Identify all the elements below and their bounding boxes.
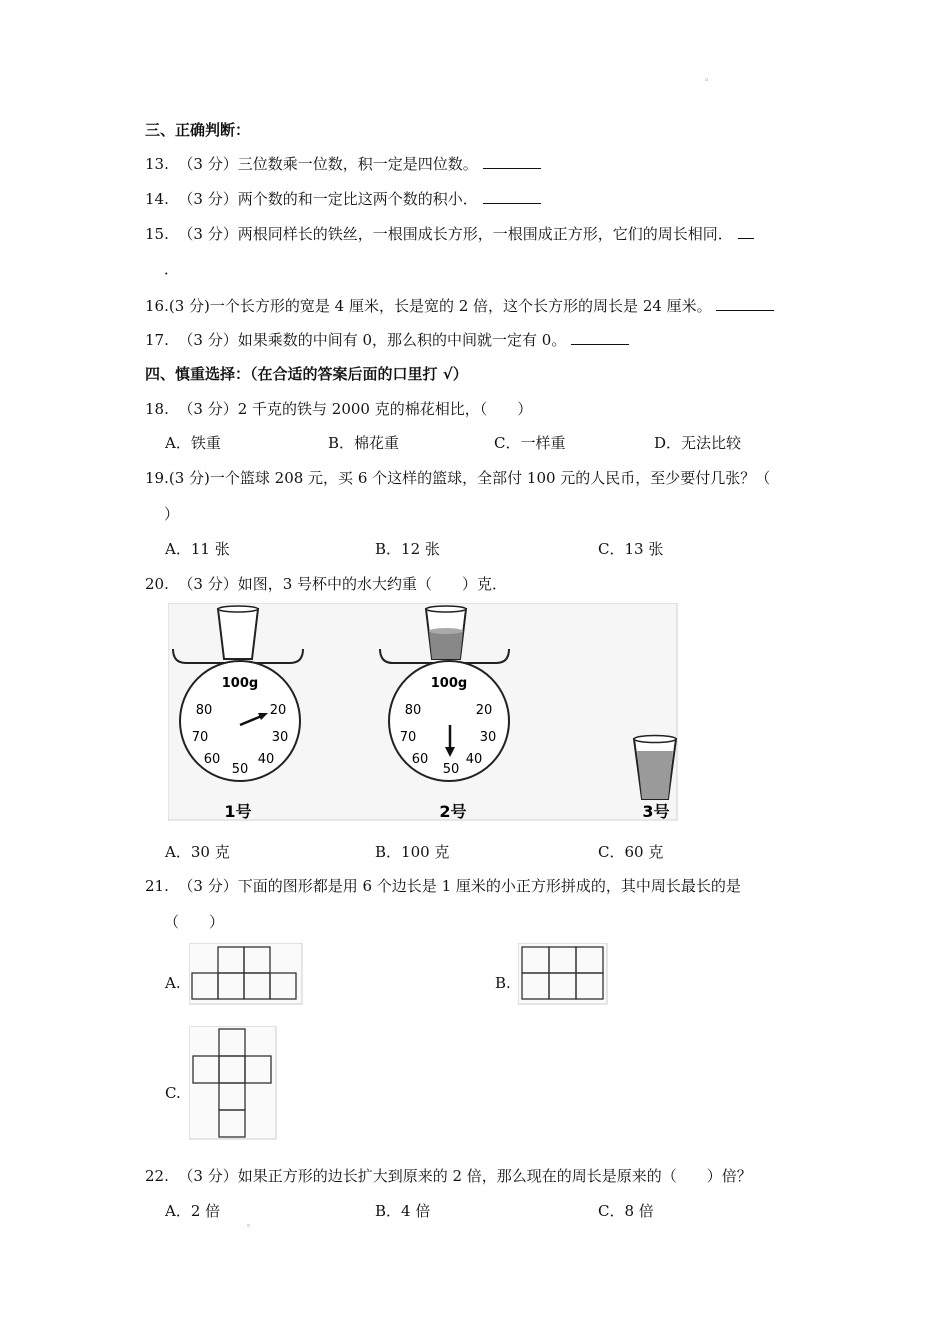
dial-2-tick-70: 70 xyxy=(399,730,417,745)
q18-num: 18. xyxy=(145,400,169,418)
scale-1-label: 1号 xyxy=(224,802,252,821)
question-20 xyxy=(145,574,507,594)
dial-1-tick-20: 20 xyxy=(269,703,287,718)
question-13 xyxy=(145,154,541,174)
q18-option-a[interactable]: A．铁重 xyxy=(165,434,221,452)
q15-score: （3 分） xyxy=(178,225,238,243)
q16-answer-blank[interactable] xyxy=(716,296,774,311)
q19-score: (3 分) xyxy=(168,469,210,487)
cup-1-empty xyxy=(218,609,258,659)
dial-2-tick-30: 30 xyxy=(479,730,497,745)
q20-score: （3 分） xyxy=(178,575,238,593)
q19-option-a[interactable]: A．11 张 xyxy=(165,540,230,558)
q21-num: 21. xyxy=(145,877,169,895)
scale-2-label: 2号 xyxy=(439,802,467,821)
dial-2-tick-80: 80 xyxy=(404,703,422,718)
cup-2-water-fill xyxy=(429,631,463,659)
q22-text: 如果正方形的边长扩大到原来的 2 倍，那么现在的周长是原来的（ ）倍？ xyxy=(237,1167,752,1185)
dial-2-top-label: 100g xyxy=(430,676,468,691)
q17-text: 如果乘数的中间有 0，那么积的中间就一定有 0。 xyxy=(237,331,567,349)
dial-2-tick-40: 40 xyxy=(465,752,483,767)
dial-2-tick-20: 20 xyxy=(475,703,493,718)
section-3-title: 三、正确判断： xyxy=(145,121,251,139)
q16-score: (3 分) xyxy=(168,297,210,315)
q15-text: 两根同样长的铁丝，一根围成长方形，一根围成正方形，它们的周长相同． xyxy=(237,225,733,243)
q16-num: 16. xyxy=(145,297,169,315)
question-22 xyxy=(145,1166,752,1186)
q18-option-b[interactable]: B．棉花重 xyxy=(328,434,400,452)
q16-text: 一个长方形的宽是 4 厘米，长是宽的 2 倍，这个长方形的周长是 24 厘米。 xyxy=(209,297,712,315)
q21-shape-c[interactable] xyxy=(189,1026,277,1140)
q18-text: 2 千克的铁与 2000 克的棉花相比，（ ） xyxy=(237,400,533,418)
q19-num: 19. xyxy=(145,469,169,487)
dial-1-tick-70: 70 xyxy=(191,730,209,745)
q22-option-c[interactable]: C．8 倍 xyxy=(598,1202,654,1220)
q21-label-b[interactable]: B. xyxy=(495,974,511,992)
q21-shape-b[interactable] xyxy=(518,943,608,1005)
q17-score: （3 分） xyxy=(178,331,238,349)
cup-2-water-surface xyxy=(429,628,463,634)
dial-2-tick-50: 50 xyxy=(442,762,460,777)
question-15 xyxy=(145,224,754,244)
cup-2-rim xyxy=(426,606,466,612)
q20-option-b[interactable]: B．100 克 xyxy=(375,843,450,861)
q18-option-c[interactable]: C．一样重 xyxy=(494,434,566,452)
question-18 xyxy=(145,399,532,419)
q20-option-c[interactable]: C．60 克 xyxy=(598,843,664,861)
section-4-title: 四、慎重选择：（在合适的答案后面的口里打 √） xyxy=(145,365,468,383)
dial-1-tick-80: 80 xyxy=(195,703,213,718)
q13-score: （3 分） xyxy=(178,155,238,173)
q18-option-d[interactable]: D．无法比较 xyxy=(654,434,742,452)
q21-shape-a[interactable] xyxy=(189,943,303,1005)
question-14 xyxy=(145,189,541,209)
q22-score: （3 分） xyxy=(178,1167,238,1185)
q19-text: 一个篮球 208 元，买 6 个这样的篮球，全部付 100 元的人民币，至少要付几张？（ xyxy=(209,469,771,487)
q14-score: （3 分） xyxy=(178,190,238,208)
q14-text: 两个数的和一定比这两个数的积小． xyxy=(237,190,478,208)
dial-1-tick-60: 60 xyxy=(203,752,221,767)
q20-scales-figure xyxy=(168,603,678,821)
q13-answer-blank[interactable] xyxy=(483,154,541,169)
q13-num: 13. xyxy=(145,155,169,173)
scan-dot: ◦ xyxy=(704,76,710,86)
q20-text: 如图，3 号杯中的水大约重（ ）克． xyxy=(237,575,508,593)
q22-num: 22. xyxy=(145,1167,169,1185)
q15-answer-blank[interactable] xyxy=(738,224,754,239)
question-21 xyxy=(145,876,741,896)
question-19 xyxy=(145,468,770,488)
dial-2-tick-60: 60 xyxy=(411,752,429,767)
scan-dot-bottom: ◦ xyxy=(246,1222,252,1232)
q14-answer-blank[interactable] xyxy=(483,189,541,204)
question-16 xyxy=(145,296,774,316)
cup-3-label: 3号 xyxy=(642,802,670,821)
question-17 xyxy=(145,330,629,350)
q22-option-a[interactable]: A．2 倍 xyxy=(165,1202,221,1220)
q21-label-c[interactable]: C. xyxy=(165,1084,181,1102)
q21-label-a[interactable]: A. xyxy=(165,974,181,992)
dial-1-tick-40: 40 xyxy=(257,752,275,767)
dial-1-top-label: 100g xyxy=(221,676,259,691)
q22-option-b[interactable]: B．4 倍 xyxy=(375,1202,431,1220)
q18-score: （3 分） xyxy=(178,400,238,418)
q17-answer-blank[interactable] xyxy=(571,330,629,345)
q15-num: 15. xyxy=(145,225,169,243)
q19-end: ） xyxy=(164,505,180,523)
q21-score: （3 分） xyxy=(178,877,238,895)
cup-3-water-fill xyxy=(637,751,673,799)
q17-num: 17. xyxy=(145,331,169,349)
q21-end: （ ） xyxy=(164,913,225,931)
q20-option-a[interactable]: A．30 克 xyxy=(165,843,230,861)
dial-1-tick-30: 30 xyxy=(271,730,289,745)
cup-3-rim xyxy=(634,736,676,743)
q14-num: 14. xyxy=(145,190,169,208)
q19-option-c[interactable]: C．13 张 xyxy=(598,540,664,558)
q15-end: ． xyxy=(164,260,180,278)
q20-num: 20. xyxy=(145,575,169,593)
q21-text: 下面的图形都是用 6 个边长是 1 厘米的小正方形拼成的，其中周长最长的是 xyxy=(237,877,741,895)
q13-text: 三位数乘一位数，积一定是四位数。 xyxy=(237,155,478,173)
q19-option-b[interactable]: B．12 张 xyxy=(375,540,440,558)
cup-1-rim xyxy=(218,606,258,612)
dial-1-tick-50: 50 xyxy=(231,762,249,777)
